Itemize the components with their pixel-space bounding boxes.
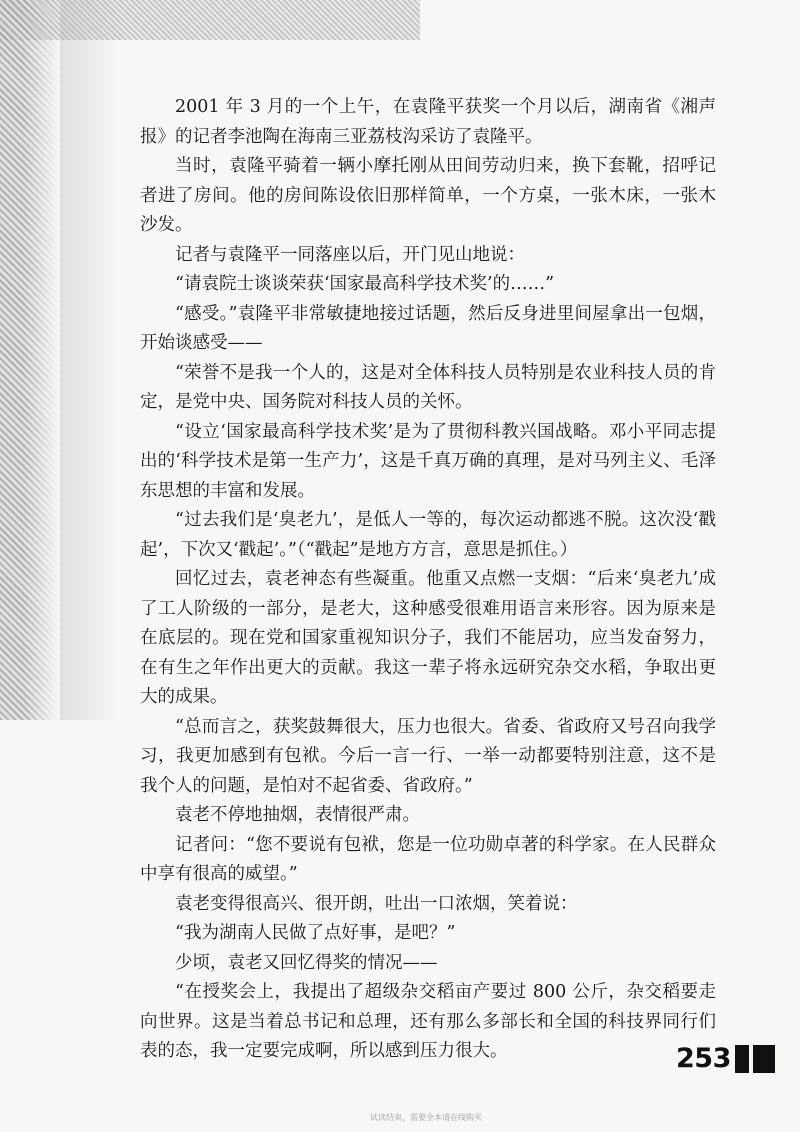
paragraph: 回忆过去，袁老神态有些凝重。他重又点燃一支烟：“后来‘臭老九’成了工人阶级的一部分，是老大，这种感受很难用语言来形容。因为原来是在底层的。现在党和国家重视知识分子，我们不能居功，应当发奋努力，在有生之年作出更大的贡献。我这一辈子将永远研究杂交水稻，争取出更大的成果。	[140, 569, 716, 707]
paragraph: “请袁院士谈谈荣获‘国家最高科学技术奖’的……”	[175, 274, 555, 294]
paragraph: “设立‘国家最高科学技术奖’是为了贯彻科教兴国战略。邓小平同志提出的‘科学技术是第一生产力’，这是千真万确的真理，是对马列主义、毛泽东思想的丰富和发展。	[140, 421, 716, 501]
paragraph: 袁老变得很高兴、很开朗，吐出一口浓烟，笑着说：	[175, 893, 578, 914]
paragraph: “感受。”袁隆平非常敏捷地接过话题，然后反身进里间屋拿出一包烟，开始谈感受——	[140, 303, 716, 353]
paragraph: 2001 年 3 月的一个上午，在袁隆平获奖一个月以后，湖南省《湘声报》的记者李池陶在海南三亚荔枝沟采访了袁隆平。	[140, 97, 716, 147]
page-marker-block	[753, 1045, 775, 1073]
paragraph: 记者与袁隆平一同落座以后，开门见山地说：	[175, 244, 525, 265]
page-number	[676, 1043, 775, 1074]
paragraph: “在授奖会上，我提出了超级杂交稻亩产要过 800 公斤，杂交稻要走向世界。这是当着总书记和总理，还有那么多部长和全国的科技界同行们表的态，我一定要完成啊，所以感到压力很大。	[140, 982, 716, 1061]
paragraph: “我为湖南人民做了点好事，是吧？”	[175, 923, 456, 943]
page-marker-block	[735, 1045, 749, 1073]
footer-note: 试读结束，需要全本请在线购买	[370, 1113, 482, 1122]
paragraph: 当时，袁隆平骑着一辆小摩托刚从田间劳动归来，换下套靴，招呼记者进了房间。他的房间陈设依旧那样简单，一个方桌，一张木床，一张木沙发。	[140, 156, 716, 235]
paragraph: 少顷，袁老又回忆得奖的情况——	[175, 952, 438, 973]
paragraph: 袁老不停地抽烟，表情很严肃。	[175, 805, 420, 825]
body-text	[140, 93, 716, 1067]
scan-shadow-left	[0, 0, 60, 720]
paragraph: “过去我们是‘臭老九’，是低人一等的，每次运动都逃不脱。这次没‘戳起’，下次又‘戳起’。”（“戳起”是地方方言，意思是抓住。）	[140, 510, 716, 560]
paragraph: “荣誉不是我一个人的，这是对全体科技人员特别是农业科技人员的肯定，是党中央、国务院对科技人员的关怀。	[140, 362, 716, 412]
page-number-text: 253	[676, 1043, 731, 1074]
scan-shadow-gradient	[60, 0, 120, 720]
paragraph: 记者问：“您不要说有包袱，您是一位功勋卓著的科学家。在人民群众中享有很高的威望。”	[140, 834, 716, 884]
paragraph: “总而言之，获奖鼓舞很大，压力也很大。省委、省政府又号召向我学习，我更加感到有包袱。今后一言一行、一举一动都要特别注意，这不是我个人的问题，是怕对不起省委、省政府。”	[140, 716, 716, 796]
